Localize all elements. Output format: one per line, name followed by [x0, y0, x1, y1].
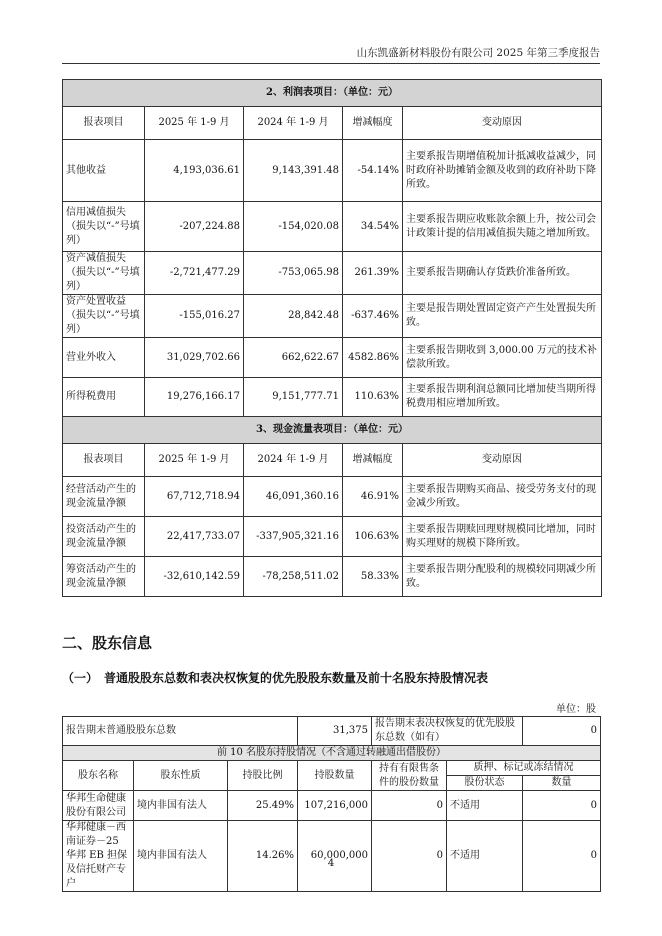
table-row — [63, 821, 601, 892]
holder-count-cell: 0 — [523, 791, 601, 821]
reason-cell: 主要系报告期赎回理财规模同比增加，同时购买理财的规模下降所致。 — [403, 517, 602, 557]
reason-cell: 主要系报告期应收账款余额上升，按公司会计政策计提的信用减值损失随之增加所致。 — [403, 202, 602, 252]
column-header: 持股比例 — [228, 761, 298, 791]
column-header: 持股数量 — [298, 761, 372, 791]
current-value-cell: -2,721,477.29 — [145, 252, 244, 295]
change-pct-cell: -637.46% — [343, 295, 403, 338]
current-value-cell: -155,016.27 — [145, 295, 244, 338]
column-header: 2024 年 1-9 月 — [244, 444, 343, 477]
reason-cell: 主要系报告期确认存货跌价准备所致。 — [403, 252, 602, 295]
section-heading: 二、股东信息 — [62, 634, 153, 652]
table-row — [63, 717, 601, 746]
item-cell: 资产减值损失（损失以“-”号填列） — [63, 252, 145, 295]
holder-ratio-cell: 25.49% — [228, 791, 298, 821]
cashflow-column-header-row — [63, 444, 602, 477]
column-header: 变动原因 — [403, 444, 602, 477]
holder-restricted-cell: 0 — [372, 791, 447, 821]
item-cell: 其他收益 — [63, 140, 145, 202]
prior-value-cell: -753,065.98 — [244, 252, 343, 295]
change-pct-cell: 34.54% — [343, 202, 403, 252]
column-header: 变动原因 — [403, 107, 602, 140]
table-row — [63, 338, 602, 378]
prior-value-cell: 9,143,391.48 — [244, 140, 343, 202]
table-row — [63, 140, 602, 202]
holder-name-cell: 华邦健康－西南证券－25 华邦 EB 担保及信托财产专户 — [63, 821, 134, 892]
column-header: 股份状态 — [447, 776, 523, 791]
table-row — [63, 557, 602, 597]
column-header: 持有有限售条件的股份数量 — [372, 761, 447, 791]
item-cell: 筹资活动产生的现金流量净额 — [63, 557, 145, 597]
table-row — [63, 295, 602, 338]
top10-title: 前 10 名股东持股情况（不含通过转融通出借股份） — [63, 746, 601, 761]
column-header: 2025 年 1-9 月 — [145, 444, 244, 477]
table-row — [63, 378, 602, 417]
holder-count-cell: 0 — [523, 821, 601, 892]
prior-value-cell: -78,258,511.02 — [244, 557, 343, 597]
item-cell: 信用减值损失（损失以“-”号填列） — [63, 202, 145, 252]
reason-cell: 主要系报告期增值税加计抵减收益减少，同时政府补助摊销金额及收到的政府补助下降所致。 — [403, 140, 602, 202]
change-pct-cell: 46.91% — [343, 477, 403, 517]
unit-label: 单位：股 — [556, 704, 596, 715]
item-cell: 投资活动产生的现金流量净额 — [63, 517, 145, 557]
column-header: 报表项目 — [63, 107, 145, 140]
change-pct-cell: 110.63% — [343, 378, 403, 417]
current-value-cell: -207,224.88 — [145, 202, 244, 252]
current-value-cell: 4,193,036.61 — [145, 140, 244, 202]
item-cell: 经营活动产生的现金流量净额 — [63, 477, 145, 517]
current-value-cell: 67,712,718.94 — [145, 477, 244, 517]
header-row — [63, 761, 601, 776]
holder-ratio-cell: 14.26% — [228, 821, 298, 892]
column-header: 股东性质 — [134, 761, 228, 791]
table-row — [63, 791, 601, 821]
current-value-cell: 31,029,702.66 — [145, 338, 244, 378]
reason-cell: 主要系报告期分配股利的规模较同期减少所致。 — [403, 557, 602, 597]
financial-items-table — [62, 79, 602, 597]
item-cell: 所得税费用 — [63, 378, 145, 417]
change-pct-cell: -54.14% — [343, 140, 403, 202]
holder-name-cell: 华邦生命健康股份有限公司 — [63, 791, 134, 821]
change-pct-cell: 58.33% — [343, 557, 403, 597]
column-header: 股东名称 — [63, 761, 134, 791]
table-row — [63, 252, 602, 295]
income-section-title: 2、利润表项目：（单位：元） — [63, 80, 602, 107]
header-divider — [62, 63, 600, 64]
prior-value-cell: 46,091,360.16 — [244, 477, 343, 517]
report-header-title: 山东凯盛新材料股份有限公司 2025 年第三季度报告 — [356, 47, 600, 59]
income-column-header-row — [63, 107, 602, 140]
prior-value-cell: -337,905,321.16 — [244, 517, 343, 557]
preferred-holders-label: 报告期末表决权恢复的优先股股东总数（如有） — [372, 717, 523, 746]
current-value-cell: 22,417,733.07 — [145, 517, 244, 557]
reason-cell: 主要系报告期购买商品、接受劳务支付的现金减少所致。 — [403, 477, 602, 517]
prior-value-cell: 28,842.48 — [244, 295, 343, 338]
column-header: 2025 年 1-9 月 — [145, 107, 244, 140]
page-number: 4 — [327, 858, 335, 869]
reason-cell: 主要系报告期利润总额同比增加使当期所得税费用相应增加所致。 — [403, 378, 602, 417]
column-header: 报表项目 — [63, 444, 145, 477]
column-header: 2024 年 1-9 月 — [244, 107, 343, 140]
preferred-holders-value: 0 — [523, 717, 601, 746]
prior-value-cell: 662,622.67 — [244, 338, 343, 378]
change-pct-cell: 4582.86% — [343, 338, 403, 378]
holder-qty-cell: 107,216,000 — [298, 791, 372, 821]
holder-restricted-cell: 0 — [372, 821, 447, 892]
item-cell: 资产处置收益（损失以“-”号填列） — [63, 295, 145, 338]
subsection-heading: （一） 普通股股东总数和表决权恢复的优先股股东数量及前十名股东持股情况表 — [62, 671, 489, 685]
table-row — [63, 477, 602, 517]
total-holders-value: 31,375 — [298, 717, 372, 746]
prior-value-cell: -154,020.08 — [244, 202, 343, 252]
holder-nature-cell: 境内非国有法人 — [134, 791, 228, 821]
change-pct-cell: 106.63% — [343, 517, 403, 557]
column-header: 质押、标记或冻结情况 — [447, 761, 601, 776]
cashflow-section-title: 3、现金流量表项目：（单位：元） — [63, 417, 602, 444]
column-header: 增减幅度 — [343, 444, 403, 477]
prior-value-cell: 9,151,777.71 — [244, 378, 343, 417]
table-row — [63, 517, 602, 557]
column-header: 增减幅度 — [343, 107, 403, 140]
holder-status-cell: 不适用 — [447, 791, 523, 821]
item-cell: 营业外收入 — [63, 338, 145, 378]
total-holders-label: 报告期末普通股股东总数 — [63, 717, 298, 746]
holder-nature-cell: 境内非国有法人 — [134, 821, 228, 892]
holder-qty-cell: 60,000,000 — [298, 821, 372, 892]
table-row — [63, 746, 601, 761]
current-value-cell: -32,610,142.59 — [145, 557, 244, 597]
change-pct-cell: 261.39% — [343, 252, 403, 295]
reason-cell: 主要是报告期处置固定资产产生处置损失所致。 — [403, 295, 602, 338]
column-header: 数量 — [523, 776, 601, 791]
reason-cell: 主要系报告期收到 3,000.00 万元的技术补偿款所致。 — [403, 338, 602, 378]
holder-status-cell: 不适用 — [447, 821, 523, 892]
current-value-cell: 19,276,166.17 — [145, 378, 244, 417]
table-row — [63, 202, 602, 252]
